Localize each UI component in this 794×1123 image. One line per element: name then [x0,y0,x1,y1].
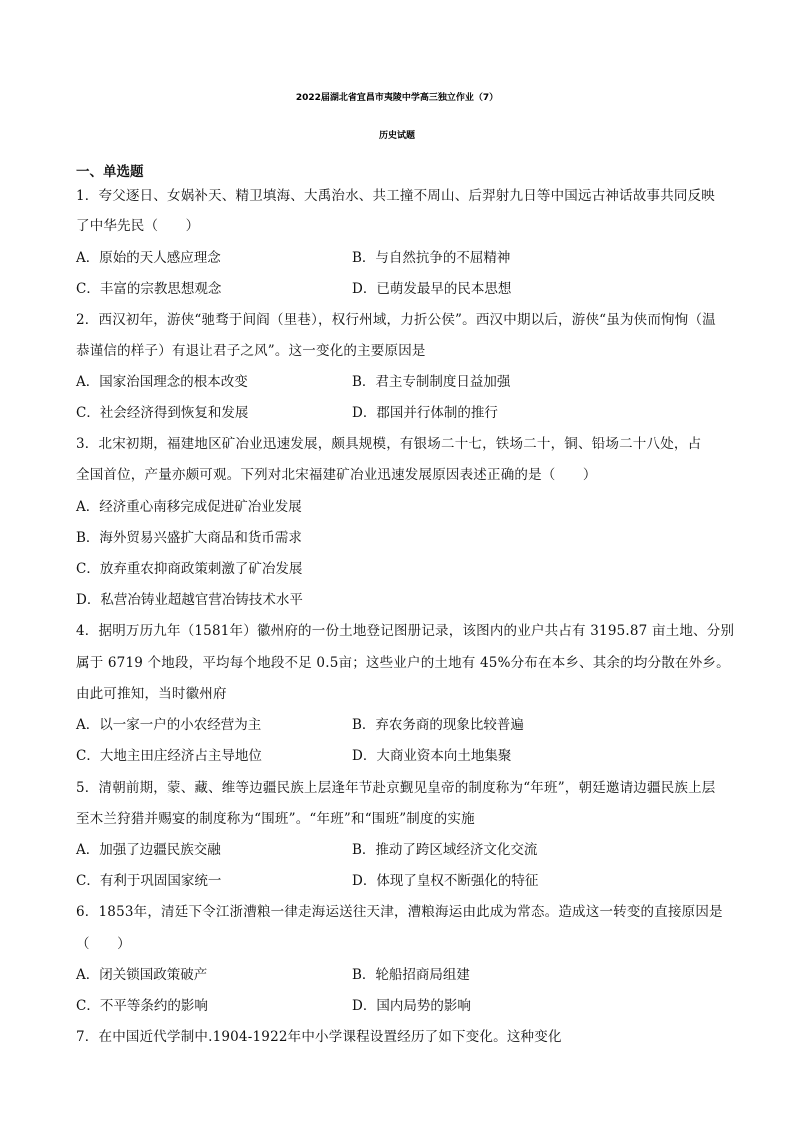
question-4-option-a: A．以一家一户的小农经营为主 [76,717,262,733]
question-6-option-b: B．轮船招商局组建 [352,967,470,983]
question-2-line-1: 2．西汉初年，游侠“驰骛于间阎（里巷），权行州域，力折公侯”。西汉中期以后，游侠“虽为侠而恂恂（温 [76,312,716,328]
page-title: 2022届湖北省宜昌市夷陵中学高三独立作业（7） [295,93,499,103]
question-3-option-c: C．放弃重农抑商政策刺激了矿冶发展 [76,561,303,577]
question-4-option-b: B．弃农务商的现象比较普遍 [352,717,524,733]
question-6-line-2: （ ） [76,936,131,952]
question-2-option-b: B．君主专制制度日益加强 [352,374,511,390]
question-5-option-b: B．推动了跨区域经济文化交流 [352,842,538,858]
question-3-line-2: 全国首位，产量亦颇可观。下列对北宋福建矿冶业迅速发展原因表述正确的是（ ） [76,467,597,483]
question-6-option-d: D．国内局势的影响 [352,998,471,1014]
question-3-option-b: B．海外贸易兴盛扩大商品和货币需求 [76,530,302,546]
question-7-line-1: 7．在中国近代学制中.1904-1922年中小学课程设置经历了如下变化。这种变化 [76,1029,562,1045]
question-4-line-2: 属于 6719 个地段，平均每个地段不足 0.5亩；这些业户的土地有 45%分布在本乡、其余的均分散在外乡。 [76,655,730,671]
question-1-line-1: 1．夸父逐日、女娲补天、精卫填海、大禹治水、共工撞不周山、后羿射九日等中国远古神话故事共同反映 [76,188,715,204]
question-6-line-1: 6．1853年，清廷下令江浙漕粮一律走海运送往天津，漕粮海运由此成为常态。造成这一转变的直接原因是 [76,904,723,920]
question-2-option-c: C．社会经济得到恢复和发展 [76,405,249,421]
question-1-option-d: D．已萌发最早的民本思想 [352,281,512,297]
question-2-line-2: 恭谨信的样子）有退让君子之风”。这一变化的主要原因是 [76,343,426,359]
question-3-option-a: A．经济重心南移完成促进矿冶业发展 [76,499,302,515]
question-6-option-c: C．不平等条约的影响 [76,998,208,1014]
question-4-line-3: 由此可推知，当时徽州府 [76,686,227,702]
question-5-line-1: 5．清朝前期，蒙、藏、维等边疆民族上层逢年节赴京觐见皇帝的制度称为“年班”，朝廷邀请边疆民族上层 [76,780,716,796]
question-5-option-d: D．体现了皇权不断强化的特征 [352,873,539,889]
question-3-option-d: D．私营冶铸业超越官营冶铸技术水平 [76,592,303,608]
question-5-line-2: 至木兰狩猎并赐宴的制度称为“围班”。“年班”和“围班”制度的实施 [76,811,475,827]
page-subtitle: 历史试题 [378,131,415,141]
question-4-line-1: 4．据明万历九年（1581年）徽州府的一份土地登记图册记录，该图内的业户共占有 3195.87 亩土地、分别 [76,623,735,639]
question-1-line-2: 了中华先民（ ） [76,218,200,234]
question-3-line-1: 3．北宋初期，福建地区矿冶业迅速发展，颇具规模，有银场二十七，铁场二十，铜、铅场二十八处，占 [76,436,702,452]
question-2-option-a: A．国家治国理念的根本改变 [76,374,248,390]
section-heading: 一、单选题 [76,164,144,180]
question-1-option-a: A．原始的天人感应理念 [76,250,221,266]
question-5-option-c: C．有利于巩固国家统一 [76,873,222,889]
question-4-option-d: D．大商业资本向土地集聚 [352,748,512,764]
question-6-option-a: A．闭关锁国政策破产 [76,967,208,983]
question-5-option-a: A．加强了边疆民族交融 [76,842,221,858]
question-1-option-c: C．丰富的宗教思想观念 [76,281,222,297]
question-4-option-c: C．大地主田庄经济占主导地位 [76,748,262,764]
question-1-option-b: B．与自然抗争的不屈精神 [352,250,511,266]
question-2-option-d: D．郡国并行体制的推行 [352,405,498,421]
